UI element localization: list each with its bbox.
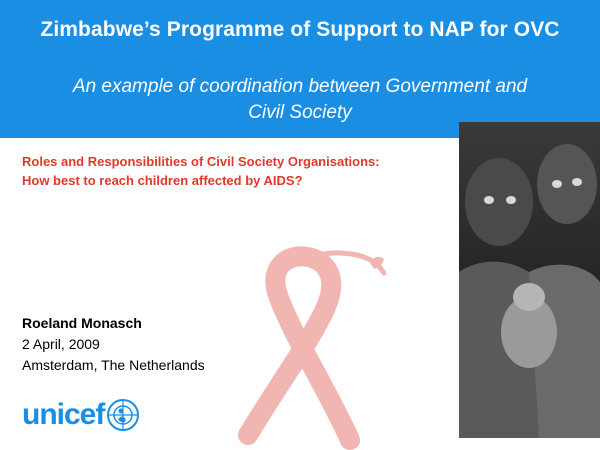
title-banner bbox=[0, 0, 600, 138]
subtitle-line-1: An example of coordination between Government and bbox=[72, 76, 528, 97]
aids-ribbon-icon bbox=[200, 235, 400, 450]
unicef-wordmark: unicef bbox=[22, 398, 105, 431]
roles-heading bbox=[22, 152, 380, 190]
presenter-name: Roeland Monasch bbox=[22, 315, 142, 331]
unicef-emblem-icon bbox=[106, 398, 140, 432]
subtitle-line-2: Civil Society bbox=[248, 102, 352, 123]
children-photo bbox=[459, 122, 600, 438]
slide-title: Zimbabwe’s Programme of Support to NAP for OVC bbox=[40, 18, 560, 41]
presentation-location: Amsterdam, The Netherlands bbox=[22, 357, 205, 373]
presentation-date: 2 April, 2009 bbox=[22, 336, 100, 352]
roles-line-1: Roles and Responsibilities of Civil Society Organisations: bbox=[22, 154, 380, 169]
unicef-logo bbox=[22, 398, 140, 432]
presenter-block bbox=[22, 313, 205, 376]
roles-line-2: How best to reach children affected by AIDS? bbox=[22, 173, 303, 188]
slide-subtitle bbox=[20, 74, 580, 126]
